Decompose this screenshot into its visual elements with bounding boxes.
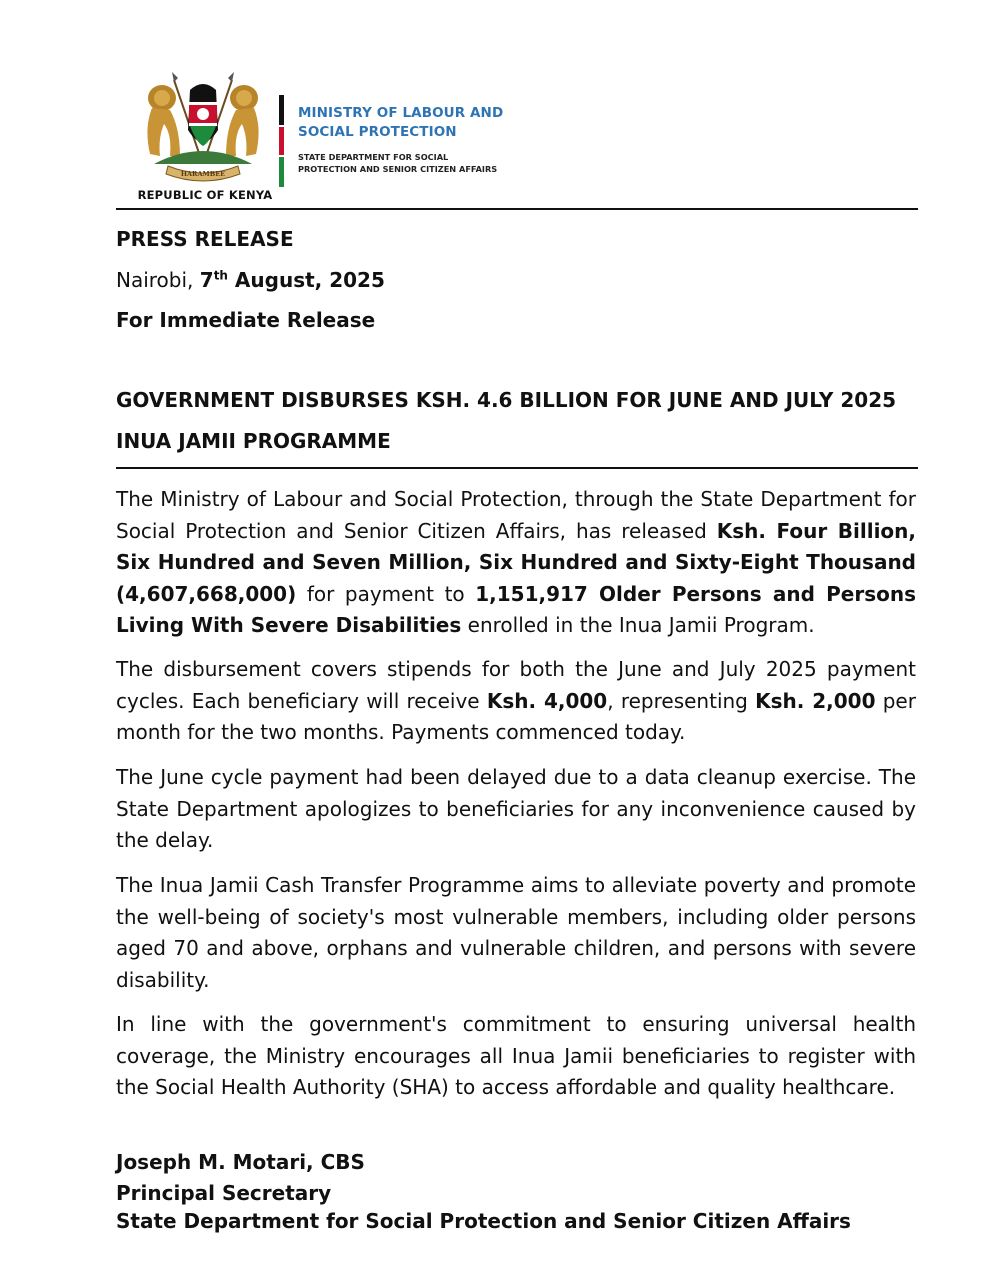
header-divider <box>116 208 918 210</box>
p1-text-c: for payment to <box>296 581 476 606</box>
p2-text-e: per month for the two months. Payments commenced today. <box>116 688 916 744</box>
paragraph-delay-apology: The June cycle payment had been delayed due to a data cleanup exercise. The State Department apologizes to beneficiaries for any inconvenience caused by the delay. <box>116 765 916 852</box>
p2-text-c: , representing <box>607 688 756 713</box>
flag-color-bar <box>279 95 284 187</box>
paragraph-disbursement-amount <box>116 484 916 642</box>
headline-line-2: INUA JAMII PROGRAMME <box>116 429 391 453</box>
ministry-name <box>298 104 503 142</box>
signatory-department: State Department for Social Protection and Senior Citizen Affairs <box>116 1209 851 1233</box>
p1-text-e: enrolled in the Inua Jamii Program. <box>461 613 815 637</box>
p1-amount: Ksh. Four Billion, Six Hundred and Seven Million, Six Hundred and Sixty-Eight Thousand (4,607,668,000) <box>116 518 916 606</box>
release-status: For Immediate Release <box>116 308 376 332</box>
p1-beneficiaries: 1,151,917 Older Persons and Persons Living With Severe Disabilities <box>116 581 916 637</box>
state-department-line-2: PROTECTION AND SENIOR CITIZEN AFFAIRS <box>298 163 498 174</box>
p1-text-a: The Ministry of Labour and Social Protection, through the State Department for Social Protection and Senior Citizen Affairs, has released <box>116 487 916 543</box>
p2-text-a: The disbursement covers stipends for both the June and July 2025 payment cycles. Each beneficiary will receive <box>116 657 916 713</box>
release-day: 7 <box>199 268 214 292</box>
crest-motto: HARAMBEE <box>180 170 226 178</box>
release-day-suffix: th <box>213 268 228 283</box>
paragraph-programme-aims: The Inua Jamii Cash Transfer Programme aims to alleviate poverty and promote the well-being of society's most vulnerable members, including older persons aged 70 and above, orphans and vulnerable children, and persons with severe disability. <box>116 873 916 992</box>
headline-line-1: GOVERNMENT DISBURSES KSH. 4.6 BILLION FOR JUNE AND JULY 2025 <box>116 388 897 412</box>
p2-monthly-amount: Ksh. 2,000 <box>755 688 876 713</box>
paragraph-payment-cycles <box>116 654 916 749</box>
ministry-line-2: SOCIAL PROTECTION <box>298 124 457 140</box>
headline-divider <box>116 467 918 469</box>
paragraph-sha-registration: In line with the government's commitment to ensuring universal health coverage, the Ministry encourages all Inua Jamii beneficiaries to register with the Social Health Authority (SHA) to access affordable and quality healthcare. <box>116 1012 916 1099</box>
state-department-name <box>298 152 497 175</box>
release-date <box>116 265 916 297</box>
press-release-label: PRESS RELEASE <box>116 227 294 251</box>
release-place: Nairobi, <box>116 268 200 292</box>
kenya-coat-of-arms-emblem <box>134 68 272 188</box>
release-month-year: August, 2025 <box>227 268 385 292</box>
ministry-line-1: MINISTRY OF LABOUR AND <box>298 105 504 121</box>
signatory-title: Principal Secretary <box>116 1181 332 1205</box>
republic-of-kenya-label: REPUBLIC OF KENYA <box>137 188 273 202</box>
signatory-name: Joseph M. Motari, CBS <box>116 1150 365 1174</box>
p2-total-amount: Ksh. 4,000 <box>486 688 608 713</box>
state-department-line-1: STATE DEPARTMENT FOR SOCIAL <box>298 152 449 162</box>
